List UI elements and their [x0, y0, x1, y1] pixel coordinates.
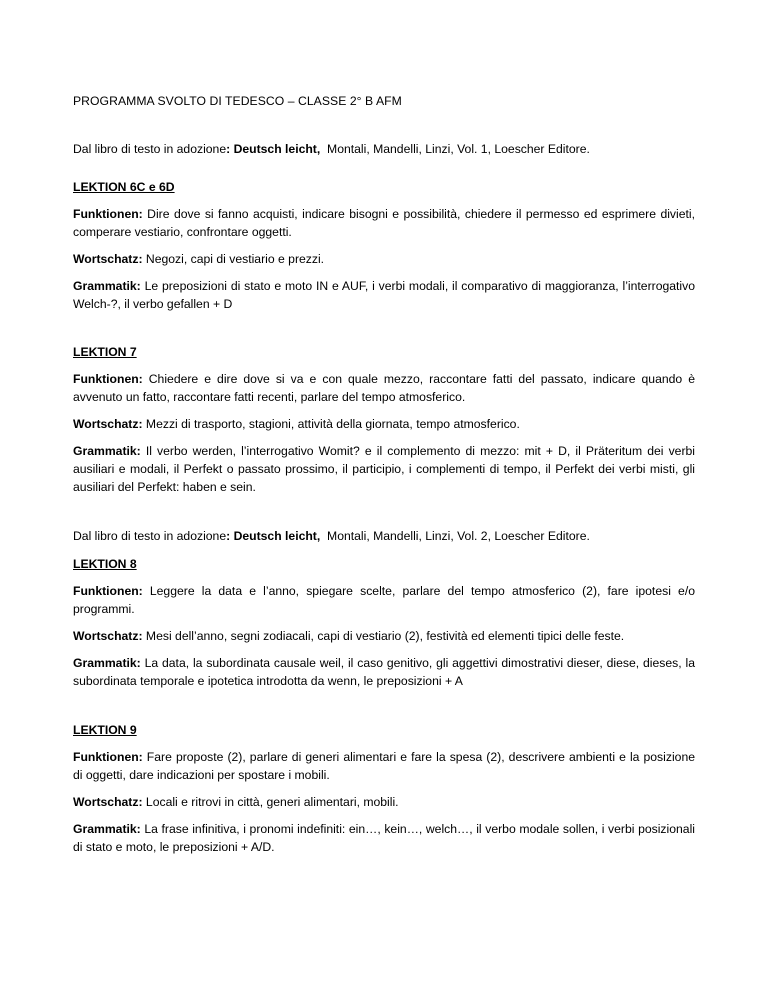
- lektion-wortschatz: [73, 793, 695, 811]
- grammatik-text: Le preposizioni di stato e moto IN e AUF, i verbi modali, il comparativo di maggioranza, l’interrogativo Welch-?, il verbo gefallen + D: [73, 279, 695, 311]
- funktionen-text: Chiedere e dire dove si va e con quale mezzo, raccontare fatti del passato, indicare quando è avvenuto un fatto, raccontare fatti recenti, parlare del tempo atmosferico.: [73, 372, 695, 404]
- lektion-heading: LEKTION 6C e 6D: [73, 180, 175, 194]
- funktionen-text: Fare proposte (2), parlare di generi alimentari e fare la spesa (2), descrivere ambienti e la posizione di oggetti, dare indicazioni per spostare i mobili.: [73, 750, 695, 782]
- wortschatz-label: Wortschatz:: [73, 417, 143, 431]
- source-suffix: Montali, Mandelli, Linzi, Vol. 1, Loescher Editore.: [320, 142, 590, 156]
- wortschatz-label: Wortschatz:: [73, 795, 143, 809]
- funktionen-text: Dire dove si fanno acquisti, indicare bisogni e possibilità, chiedere il permesso ed esprimere divieti, comperare vestiario, confrontare oggetti.: [73, 207, 695, 239]
- lektion-wortschatz: [73, 415, 695, 433]
- wortschatz-label: Wortschatz:: [73, 252, 143, 266]
- grammatik-text: La data, la subordinata causale weil, il caso genitivo, gli aggettivi dimostrativi dieser, diese, dieses, la subordinata temporale e ipotetica introdotta da wenn, le preposizioni + A: [73, 656, 695, 688]
- lektion-grammatik: [73, 654, 695, 690]
- funktionen-label: Funktionen:: [73, 207, 143, 221]
- textbook-source-vol1: [73, 142, 590, 156]
- source-book-title: : Deutsch leicht,: [226, 529, 321, 543]
- source-suffix: Montali, Mandelli, Linzi, Vol. 2, Loescher Editore.: [320, 529, 590, 543]
- grammatik-label: Grammatik:: [73, 656, 141, 670]
- lektion-wortschatz: [73, 627, 695, 645]
- lektion-funktionen: [73, 748, 695, 784]
- source-book-title: : Deutsch leicht,: [226, 142, 321, 156]
- lektion-heading: LEKTION 9: [73, 723, 137, 737]
- grammatik-label: Grammatik:: [73, 279, 141, 293]
- lektion-heading: LEKTION 8: [73, 557, 137, 571]
- document-title: PROGRAMMA SVOLTO DI TEDESCO – CLASSE 2° B AFM: [73, 94, 402, 108]
- lektion-grammatik: [73, 277, 695, 313]
- funktionen-label: Funktionen:: [73, 584, 143, 598]
- wortschatz-text: Locali e ritrovi in città, generi alimentari, mobili.: [142, 795, 399, 809]
- wortschatz-text: Mesi dell’anno, segni zodiacali, capi di vestiario (2), festività ed elementi tipici delle feste.: [142, 629, 625, 643]
- wortschatz-label: Wortschatz:: [73, 629, 143, 643]
- funktionen-label: Funktionen:: [73, 750, 143, 764]
- source-prefix: Dal libro di testo in adozione: [73, 529, 227, 543]
- lektion-grammatik: [73, 442, 695, 496]
- lektion-funktionen: [73, 582, 695, 618]
- grammatik-text: La frase infinitiva, i pronomi indefiniti: ein…, kein…, welch…, il verbo modale sollen, i verbi posizionali di stato e moto, le preposizioni + A/D.: [73, 822, 695, 854]
- funktionen-text: Leggere la data e l’anno, spiegare scelte, parlare del tempo atmosferico (2), fare ipotesi e/o programmi.: [73, 584, 695, 616]
- grammatik-text: Il verbo werden, l’interrogativo Womit? e il complemento di mezzo: mit + D, il Präteritum dei verbi ausiliari e modali, il Perfekt o passato prossimo, il participio, i complementi di tempo, il Perfekt dei verbi misti, gli ausiliari del Perfekt: haben e sein.: [73, 444, 695, 494]
- grammatik-label: Grammatik:: [73, 822, 141, 836]
- lektion-heading: LEKTION 7: [73, 345, 137, 359]
- funktionen-label: Funktionen:: [73, 372, 143, 386]
- lektion-grammatik: [73, 820, 695, 856]
- wortschatz-text: Negozi, capi di vestiario e prezzi.: [142, 252, 325, 266]
- lektion-funktionen: [73, 370, 695, 406]
- source-prefix: Dal libro di testo in adozione: [73, 142, 227, 156]
- wortschatz-text: Mezzi di trasporto, stagioni, attività della giornata, tempo atmosferico.: [142, 417, 520, 431]
- lektion-wortschatz: [73, 250, 695, 268]
- textbook-source-vol2: [73, 529, 590, 543]
- lektion-funktionen: [73, 205, 695, 241]
- grammatik-label: Grammatik:: [73, 444, 141, 458]
